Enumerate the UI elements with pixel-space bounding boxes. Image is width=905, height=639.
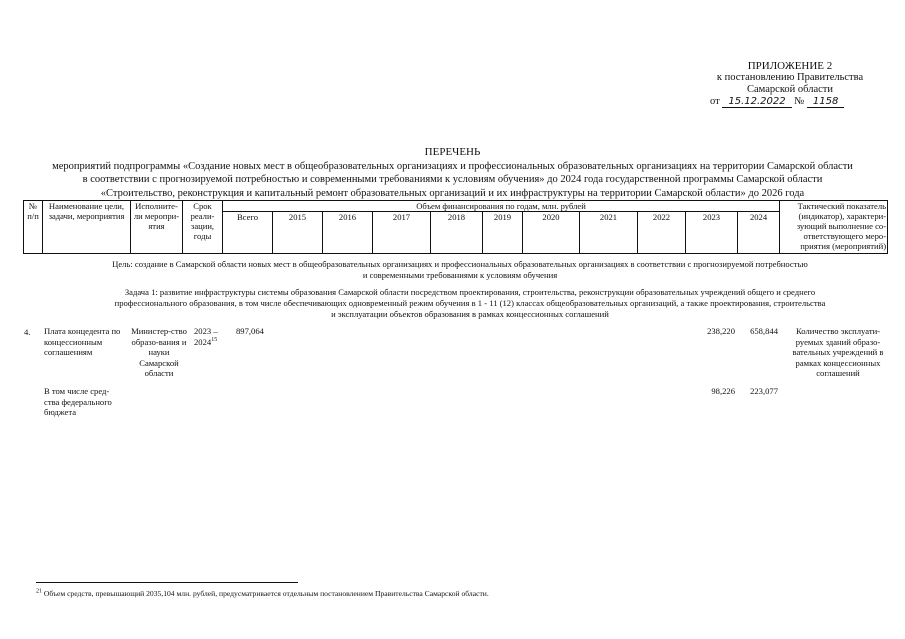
document-heading: ПЕРЕЧЕНЬ	[424, 146, 481, 158]
row-indicator: Количество эксплуати-руемых зданий образо-вательных учреждений в рамках концессионных соглашений	[792, 326, 884, 378]
row-value-2024: 658,844	[750, 326, 778, 336]
subrow-value-2024: 223,077	[750, 386, 778, 396]
row-total: 897,064	[236, 326, 264, 336]
date-value: 15.12.2022	[722, 96, 791, 108]
document-title	[0, 146, 905, 200]
appendix-line-2: Самарской области	[747, 84, 833, 95]
title-line-3: «Строительство, реконструкция и капитальный ремонт образовательных организаций и их инфраструктуры на территории Самарской области» до 2026 года	[100, 187, 805, 199]
header-year: 2022	[638, 212, 686, 254]
appendix-date-line	[690, 96, 890, 108]
title-line-2: в соответствии с прогнозируемой потребностью и современными требованиями к условиям обучения» до 2024 года государственной программы Самарской области	[82, 174, 823, 185]
title-line-1: мероприятий подпрограммы «Создание новых мест в общеобразовательных организациях и профессиональных образовательных организациях на территории Самарской области	[52, 160, 853, 172]
header-year: 2018	[431, 212, 483, 254]
row-value-2023: 238,220	[707, 326, 735, 336]
header-financing: Объем финансирования по годам, млн. рублей	[223, 201, 780, 212]
header-year: 2016	[323, 212, 373, 254]
footnote-mark: 21	[36, 588, 42, 595]
header-year: 2017	[373, 212, 431, 254]
subrow-value-2023: 98,226	[711, 386, 735, 396]
subrow-name: В том числе сред-ства федерального бюджета	[44, 386, 112, 417]
goal-line-1: Цель: создание в Самарской области новых мест в общеобразовательных организациях и профессиональных образовательных организациях в соответствии с прогнозируемой потребностью	[112, 259, 808, 269]
appendix-title: ПРИЛОЖЕНИЕ 2	[747, 60, 833, 72]
goal-line-2: и современными требованиями к условиям обучения	[362, 270, 558, 280]
number-prefix: №	[794, 96, 805, 107]
row-executor: Министер-ство образо-вания и науки Самарской области	[131, 326, 187, 378]
row-period-value: 2023 – 2024	[194, 326, 218, 347]
footnote-text: Объем средств, превышающий 2035,104 млн. рублей, предусматривается отдельным постановлением Правительства Самарской области.	[43, 589, 489, 598]
row-number: 4.	[24, 327, 31, 337]
header-period: Срок реали-зации, годы	[183, 201, 223, 254]
row-period-footnote: 15	[211, 336, 218, 343]
footnote	[36, 589, 489, 598]
row-period	[194, 326, 234, 347]
header-indicator: Тактический показатель (индикатор), характери-зующий выполнение со-ответствующего меро-приятия (мероприятий)	[780, 201, 888, 254]
header-executors: Исполните-ли меропри-ятия	[131, 201, 183, 254]
appendix-block	[690, 60, 890, 108]
task-text	[80, 287, 860, 320]
table-header	[23, 200, 888, 254]
header-year: 2023	[686, 212, 738, 254]
footnote-separator	[36, 582, 298, 583]
task-line-3: и эксплуатации объектов образования в рамках концессионных соглашений	[331, 309, 609, 319]
header-num: № п/п	[24, 201, 43, 254]
goal-text	[60, 259, 860, 281]
date-prefix: от	[710, 96, 720, 107]
number-value: 1158	[807, 96, 844, 108]
task-line-2: профессионального образования, в том числе обеспечивающих одновременный режим обучения в 1 - 11 (12) классах общеобразовательных организаций, а также проектирования, строительства	[114, 298, 826, 308]
header-total: Всего	[223, 212, 273, 254]
appendix-line-1: к постановлению Правительства	[716, 72, 864, 83]
header-name: Наименование цели, задачи, мероприятия	[43, 201, 131, 254]
task-line-1: Задача 1: развитие инфраструктуры системы образования Самарской области посредством проектирования, строительства, реконструкции образовательных учреждений общего и среднего	[124, 287, 816, 297]
header-year: 2015	[273, 212, 323, 254]
header-year: 2021	[580, 212, 638, 254]
header-year: 2024	[738, 212, 780, 254]
row-name: Плата концедента по концессионным соглашениям	[44, 326, 121, 357]
header-year: 2020	[523, 212, 580, 254]
header-year: 2019	[483, 212, 523, 254]
